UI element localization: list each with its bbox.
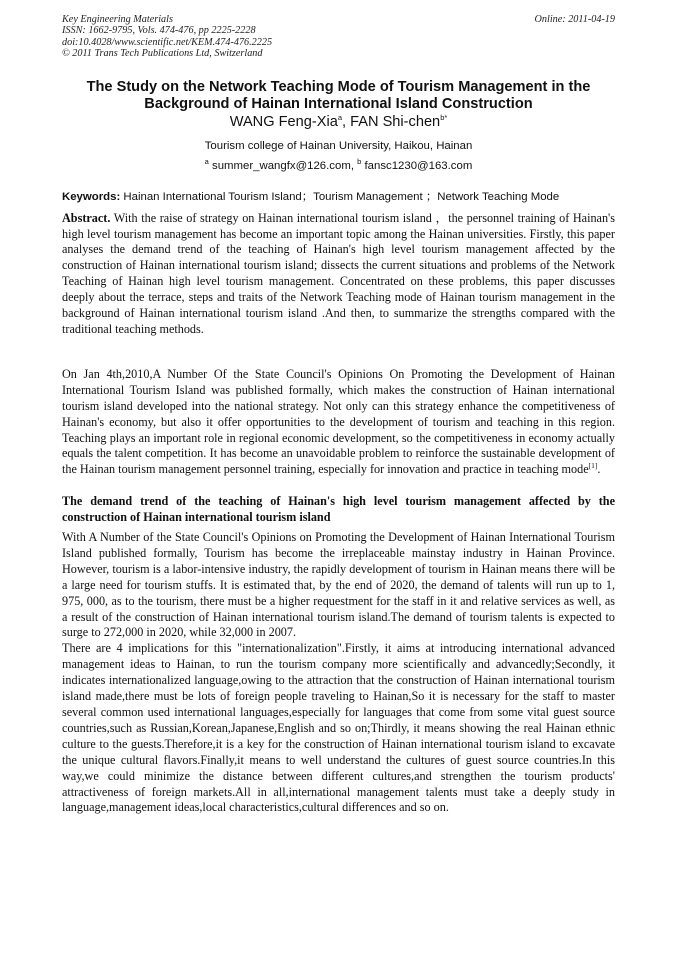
abstract-paragraph bbox=[62, 211, 615, 338]
doi-line: doi:10.4028/www.scientific.net/KEM.474-476.2225 bbox=[62, 36, 273, 48]
intro-text: On Jan 4th,2010,A Number Of the State Council's Opinions On Promoting the Development of Hainan International Tourism Island was published formally, which makes the construction of Hainan international tourism island developed into the national strategy. Not only can this strategy enhance the competitiveness of Hainan's economy, but also it offer opportunities to the development of tourism and teaching in this region. Teaching plays an important role in regional economic development, so the competitiveness in economy actually equals the talent competition. It has become an unavoidable problem to reinforce the sustainable development of the Hainan tourism management personnel training, especially for innovation and practice in teaching mode bbox=[62, 366, 615, 477]
email-address: fansc1230@163.com bbox=[361, 159, 473, 172]
author-affiliation-mark: a bbox=[337, 112, 343, 122]
journal-header bbox=[62, 14, 615, 60]
issn-line: ISSN: 1662-9795, Vols. 474-476, pp 2225-2228 bbox=[62, 25, 256, 37]
online-date: Online: 2011-04-19 bbox=[534, 14, 615, 25]
abstract-text: With the raise of strategy on Hainan international tourism island ，the personnel training of Hainan's high level tourism management has become an important topic among the Hainan universities. Firstly, this paper analyses the demand trend of the teaching of Hainan's high level tourism management affected by the construction of Hainan international tourism island; dissects the current situations and problems of the Network Teaching of Hainan high level tourism management. Concentrated on these problems, this paper discusses deeply about the terrace, steps and traits of the Network Teaching mode of Hainan tourism management in the background of Hainan international tourism island .And then, to summarize the strengths compared with the traditional teaching methods. bbox=[62, 210, 615, 336]
paper-title: The Study on the Network Teaching Mode of Tourism Management in the Background of Hainan International Island Construction bbox=[86, 78, 591, 113]
body-paragraph: With A Number of the State Council's Opinions on Promoting the Development of Hainan International Tourism Island published formally, Tourism has become the irreplaceable mainstay industry in Hainan Province. However, tourism is a labor-intensive industry, the rapidly development of tourism in Hainan means there will be a large need for tourism stuffs. It is estimated that, by the end of 2020, the demand of talents will run up to 1, 975, 000, as to the tourism, there must be a higher requestment for the staff in it and relative services as well, as a result of the construction of Hainan international tourism island.The demand of tourism talents is expected to surge to 272,000 in 2020, while 32,000 in 2007. bbox=[62, 530, 615, 640]
keywords-label: Keywords: bbox=[62, 190, 121, 203]
paper-page bbox=[62, 14, 615, 816]
citation-mark: [1] bbox=[588, 461, 598, 471]
copyright-line: © 2011 Trans Tech Publications Ltd, Switzerland bbox=[62, 48, 263, 60]
keywords-text: Hainan International Tourism Island；Tourism Management ；Network Teaching Mode bbox=[120, 190, 560, 203]
affiliation: Tourism college of Hainan University, Haikou, Hainan bbox=[204, 139, 473, 152]
keywords-line bbox=[62, 190, 615, 204]
intro-paragraph bbox=[62, 367, 615, 478]
body-paragraph: There are 4 implications for this "internationalization".Firstly, it aims at introducing international advanced management ideas to Hainan, to run the tourism company more scientifically and advancedly;Secondly, it indicates internationalized language,owing to the attraction that the construction of Hainan international tourism island made,there must be lots of foreign people traveling to Hainan,So it is necessary for the staff to master several common used international languages,especially for languages that come from some vital guest source countries,such as Russian,Korean,Japanese,English and so on;Thirdly, it means showing the real Hainan ethnic culture to the guests.Therefore,it is a key for the construction of Hainan international tourism island to excavate the unique cultural flavors.Finally,it means to well understand the cultures of guest source countries.In this way,we could minimize the distance between different cultures,and strengthen the tourism products' attractiveness of foreign markets.All in all,international management talents must take a deeply study in language,management ideas,local characteristics,cultural differences and so on. bbox=[62, 641, 615, 815]
author-emails bbox=[62, 156, 615, 173]
email-mark: b bbox=[357, 156, 362, 166]
email-address: summer_wangfx@126.com, bbox=[208, 159, 358, 172]
intro-end: . bbox=[597, 462, 601, 477]
email-mark: a bbox=[204, 156, 209, 166]
author-line bbox=[62, 114, 615, 131]
author-affiliation-mark: b* bbox=[440, 112, 448, 122]
author-separator: , bbox=[342, 113, 351, 130]
section-heading: The demand trend of the teaching of Hainan's high level tourism management affected by the construction of Hainan international tourism island bbox=[62, 494, 615, 525]
journal-name: Key Engineering Materials bbox=[62, 14, 173, 25]
abstract-label: Abstract. bbox=[62, 210, 111, 225]
author-name: FAN Shi-chen bbox=[350, 113, 441, 130]
author-name: WANG Feng-Xia bbox=[229, 113, 338, 130]
